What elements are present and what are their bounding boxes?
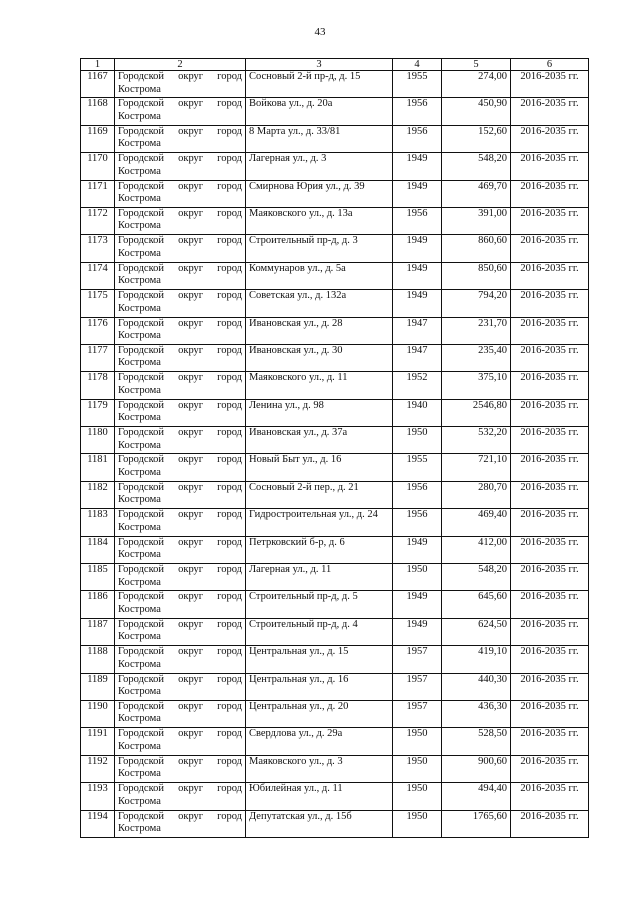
area-value: 900,60 [442,755,511,782]
area-value: 469,70 [442,180,511,207]
year-built: 1949 [393,618,442,645]
district-name: Городской округ город Кострома [115,344,246,371]
col-header-4: 4 [393,59,442,71]
repair-period: 2016-2035 гг. [511,317,589,344]
district-name: Городской округ город Кострома [115,509,246,536]
table-row [81,618,589,645]
row-number: 1183 [81,509,115,536]
year-built: 1950 [393,810,442,837]
repair-period: 2016-2035 гг. [511,564,589,591]
district-name: Городской округ город Кострома [115,98,246,125]
year-built: 1957 [393,646,442,673]
row-number: 1177 [81,344,115,371]
year-built: 1949 [393,262,442,289]
address: Лагерная ул., д. 11 [246,564,393,591]
table-row [81,783,589,810]
district-name: Городской округ город Кострома [115,207,246,234]
year-built: 1950 [393,564,442,591]
row-number: 1176 [81,317,115,344]
area-value: 2546,80 [442,399,511,426]
address: Маяковского ул., д. 13а [246,207,393,234]
col-header-2: 2 [115,59,246,71]
area-value: 375,10 [442,372,511,399]
area-value: 548,20 [442,564,511,591]
address: Строительный пр-д, д. 3 [246,235,393,262]
district-name: Городской округ город Кострома [115,454,246,481]
repair-period: 2016-2035 гг. [511,125,589,152]
year-built: 1947 [393,344,442,371]
area-value: 624,50 [442,618,511,645]
year-built: 1955 [393,454,442,481]
repair-period: 2016-2035 гг. [511,618,589,645]
repair-period: 2016-2035 гг. [511,755,589,782]
district-name: Городской округ город Кострома [115,481,246,508]
area-value: 280,70 [442,481,511,508]
address: Свердлова ул., д. 29а [246,728,393,755]
repair-period: 2016-2035 гг. [511,153,589,180]
table-row [81,317,589,344]
area-value: 548,20 [442,153,511,180]
table-row [81,536,589,563]
repair-period: 2016-2035 гг. [511,591,589,618]
row-number: 1187 [81,618,115,645]
row-number: 1181 [81,454,115,481]
repair-period: 2016-2035 гг. [511,700,589,727]
area-value: 469,40 [442,509,511,536]
district-name: Городской округ город Кострома [115,783,246,810]
year-built: 1949 [393,591,442,618]
address: Смирнова Юрия ул., д. 39 [246,180,393,207]
table-row [81,399,589,426]
table-row [81,564,589,591]
repair-period: 2016-2035 гг. [511,509,589,536]
area-value: 152,60 [442,125,511,152]
address: Строительный пр-д, д. 4 [246,618,393,645]
area-value: 450,90 [442,98,511,125]
row-number: 1170 [81,153,115,180]
address: Ивановская ул., д. 30 [246,344,393,371]
table-row [81,71,589,98]
row-number: 1193 [81,783,115,810]
district-name: Городской округ город Кострома [115,536,246,563]
repair-period: 2016-2035 гг. [511,783,589,810]
address: Советская ул., д. 132а [246,290,393,317]
row-number: 1179 [81,399,115,426]
row-number: 1168 [81,98,115,125]
row-number: 1171 [81,180,115,207]
table-row [81,646,589,673]
table-row [81,755,589,782]
repair-period: 2016-2035 гг. [511,180,589,207]
district-name: Городской округ город Кострома [115,755,246,782]
table-row [81,262,589,289]
district-name: Городской округ город Кострома [115,317,246,344]
district-name: Городской округ город Кострома [115,399,246,426]
repair-period: 2016-2035 гг. [511,290,589,317]
district-name: Городской округ город Кострома [115,180,246,207]
address: Новый Быт ул., д. 16 [246,454,393,481]
area-value: 645,60 [442,591,511,618]
row-number: 1185 [81,564,115,591]
table-row [81,344,589,371]
area-value: 436,30 [442,700,511,727]
page-number: 43 [314,26,326,38]
row-number: 1192 [81,755,115,782]
year-built: 1950 [393,755,442,782]
district-name: Городской округ город Кострома [115,591,246,618]
address: Сосновый 2-й пер., д. 21 [246,481,393,508]
table-row [81,235,589,262]
year-built: 1957 [393,700,442,727]
housing-register-table [80,58,589,838]
district-name: Городской округ город Кострома [115,125,246,152]
column-number-row [81,59,589,71]
col-header-1: 1 [81,59,115,71]
table-row [81,180,589,207]
year-built: 1956 [393,207,442,234]
row-number: 1169 [81,125,115,152]
area-value: 794,20 [442,290,511,317]
col-header-3: 3 [246,59,393,71]
year-built: 1955 [393,71,442,98]
row-number: 1191 [81,728,115,755]
area-value: 494,40 [442,783,511,810]
table-row [81,98,589,125]
table-row [81,591,589,618]
repair-period: 2016-2035 гг. [511,262,589,289]
address: Войкова ул., д. 20а [246,98,393,125]
repair-period: 2016-2035 гг. [511,810,589,837]
year-built: 1949 [393,153,442,180]
address: Петрковский б-р, д. 6 [246,536,393,563]
district-name: Городской округ город Кострома [115,700,246,727]
district-name: Городской округ город Кострома [115,728,246,755]
row-number: 1190 [81,700,115,727]
row-number: 1189 [81,673,115,700]
row-number: 1175 [81,290,115,317]
address: Маяковского ул., д. 11 [246,372,393,399]
repair-period: 2016-2035 гг. [511,728,589,755]
district-name: Городской округ город Кострома [115,153,246,180]
district-name: Городской округ город Кострома [115,290,246,317]
year-built: 1949 [393,290,442,317]
area-value: 721,10 [442,454,511,481]
address: Ивановская ул., д. 28 [246,317,393,344]
repair-period: 2016-2035 гг. [511,481,589,508]
year-built: 1950 [393,728,442,755]
repair-period: 2016-2035 гг. [511,646,589,673]
row-number: 1167 [81,71,115,98]
area-value: 391,00 [442,207,511,234]
row-number: 1173 [81,235,115,262]
table-row [81,372,589,399]
address: Ленина ул., д. 98 [246,399,393,426]
repair-period: 2016-2035 гг. [511,536,589,563]
year-built: 1956 [393,509,442,536]
area-value: 850,60 [442,262,511,289]
area-value: 860,60 [442,235,511,262]
area-value: 440,30 [442,673,511,700]
district-name: Городской округ город Кострома [115,71,246,98]
table-row [81,728,589,755]
address: Депутатская ул., д. 15б [246,810,393,837]
table-row [81,290,589,317]
address: Центральная ул., д. 20 [246,700,393,727]
col-header-5: 5 [442,59,511,71]
row-number: 1180 [81,427,115,454]
district-name: Городской округ город Кострома [115,810,246,837]
address: Центральная ул., д. 15 [246,646,393,673]
year-built: 1949 [393,235,442,262]
row-number: 1174 [81,262,115,289]
address: Сосновый 2-й пр-д, д. 15 [246,71,393,98]
table-row [81,153,589,180]
row-number: 1182 [81,481,115,508]
col-header-6: 6 [511,59,589,71]
address: 8 Марта ул., д. 33/81 [246,125,393,152]
area-value: 528,50 [442,728,511,755]
repair-period: 2016-2035 гг. [511,98,589,125]
repair-period: 2016-2035 гг. [511,71,589,98]
address: Коммунаров ул., д. 5а [246,262,393,289]
table-row [81,509,589,536]
year-built: 1949 [393,536,442,563]
row-number: 1194 [81,810,115,837]
year-built: 1947 [393,317,442,344]
row-number: 1178 [81,372,115,399]
area-value: 231,70 [442,317,511,344]
repair-period: 2016-2035 гг. [511,427,589,454]
table-row [81,454,589,481]
district-name: Городской округ город Кострома [115,372,246,399]
area-value: 412,00 [442,536,511,563]
row-number: 1186 [81,591,115,618]
area-value: 419,10 [442,646,511,673]
year-built: 1949 [393,180,442,207]
district-name: Городской округ город Кострома [115,262,246,289]
year-built: 1957 [393,673,442,700]
address: Маяковского ул., д. 3 [246,755,393,782]
address: Лагерная ул., д. 3 [246,153,393,180]
year-built: 1950 [393,783,442,810]
year-built: 1940 [393,399,442,426]
row-number: 1184 [81,536,115,563]
year-built: 1956 [393,98,442,125]
year-built: 1956 [393,481,442,508]
area-value: 235,40 [442,344,511,371]
area-value: 1765,60 [442,810,511,837]
district-name: Городской округ город Кострома [115,646,246,673]
table-row [81,700,589,727]
district-name: Городской округ город Кострома [115,673,246,700]
district-name: Городской округ город Кострома [115,235,246,262]
district-name: Городской округ город Кострома [115,618,246,645]
area-value: 532,20 [442,427,511,454]
repair-period: 2016-2035 гг. [511,235,589,262]
table-body [81,71,589,838]
table-row [81,810,589,837]
year-built: 1950 [393,427,442,454]
table-row [81,481,589,508]
address: Центральная ул., д. 16 [246,673,393,700]
row-number: 1188 [81,646,115,673]
table-row [81,673,589,700]
repair-period: 2016-2035 гг. [511,399,589,426]
address: Гидростроительная ул., д. 24 [246,509,393,536]
repair-period: 2016-2035 гг. [511,372,589,399]
district-name: Городской округ город Кострома [115,427,246,454]
repair-period: 2016-2035 гг. [511,344,589,371]
repair-period: 2016-2035 гг. [511,673,589,700]
address: Строительный пр-д, д. 5 [246,591,393,618]
table-row [81,125,589,152]
row-number: 1172 [81,207,115,234]
year-built: 1956 [393,125,442,152]
table-row [81,207,589,234]
table-row [81,427,589,454]
repair-period: 2016-2035 гг. [511,454,589,481]
address: Ивановская ул., д. 37а [246,427,393,454]
area-value: 274,00 [442,71,511,98]
district-name: Городской округ город Кострома [115,564,246,591]
address: Юбилейная ул., д. 11 [246,783,393,810]
repair-period: 2016-2035 гг. [511,207,589,234]
year-built: 1952 [393,372,442,399]
